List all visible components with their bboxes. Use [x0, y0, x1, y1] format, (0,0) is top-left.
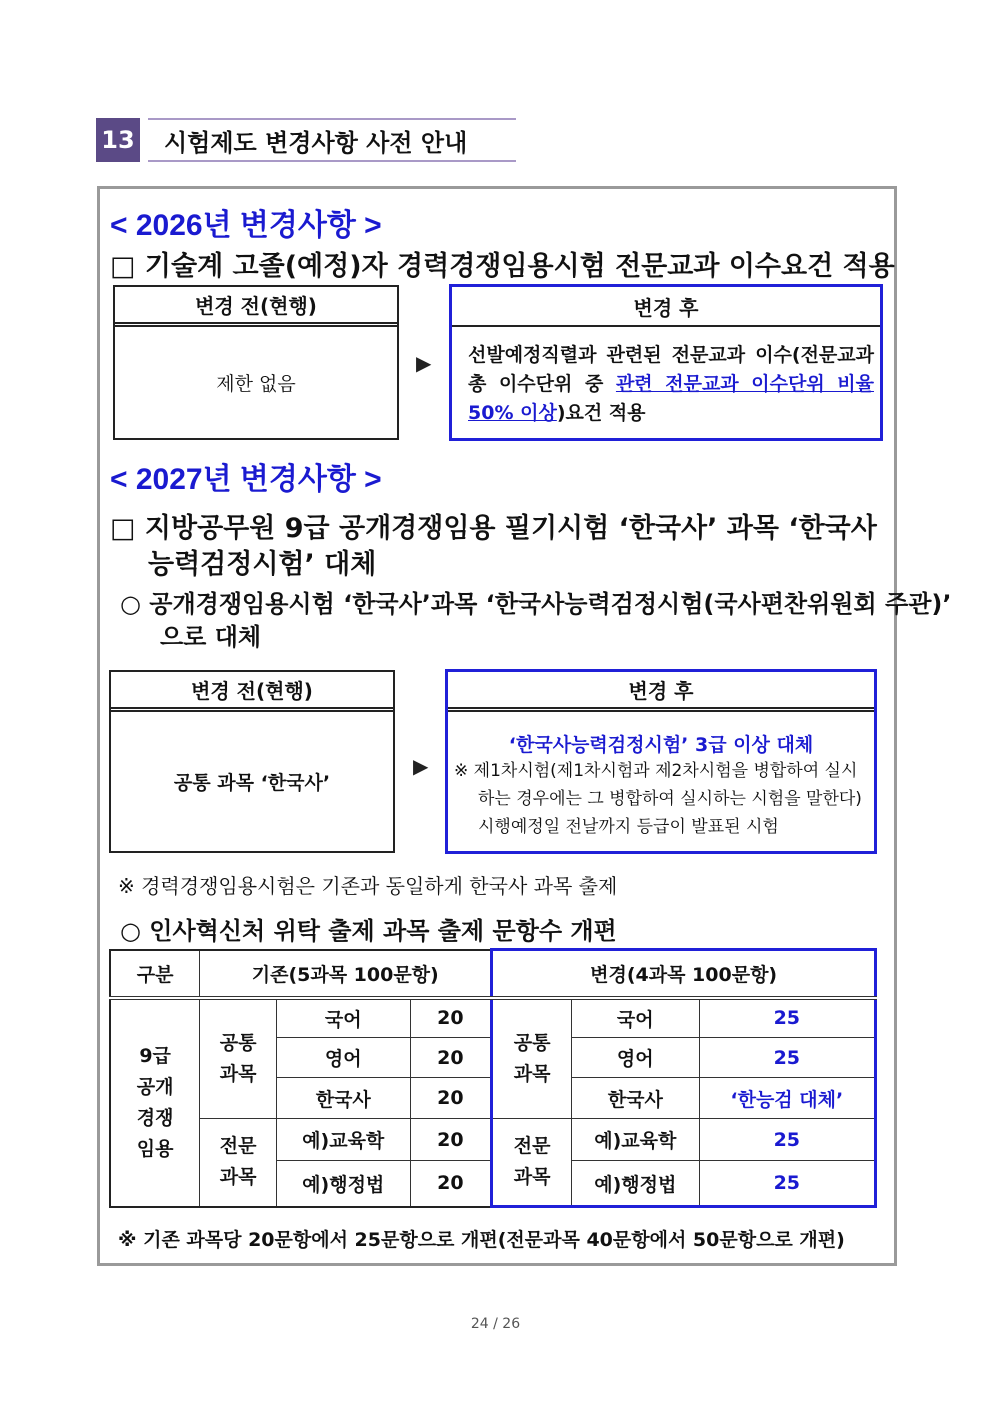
before-text-2027: 공통 과목 ‘한국사’: [173, 771, 331, 794]
before-box-2027: [109, 670, 395, 853]
before-label-2027: 변경 전(현행): [111, 672, 393, 712]
subject-cell: 국어: [572, 998, 700, 1038]
after-label-2027: 변경 후: [448, 672, 874, 712]
new-count: 25: [699, 1038, 875, 1078]
after-box-2027: [445, 669, 877, 854]
item-2027-line1: □ 지방공무원 9급 공개경쟁임용 필기시험 ‘한국사’ 과목 ‘한국사: [110, 513, 877, 544]
arrow-right-icon: ▶: [413, 754, 429, 778]
head-division: 구분: [110, 950, 200, 998]
new-count: 25: [699, 1161, 875, 1207]
note-career: ※ 경력경쟁임용시험은 기존과 동일하게 한국사 과목 출제: [118, 874, 618, 898]
section-title: 시험제도 변경사항 사전 안내: [148, 118, 516, 162]
new-count: 25: [699, 998, 875, 1038]
after-highlight-2026: 관련 전문교과 이수단위 비율 50% 이상: [468, 373, 874, 424]
heading-2027: < 2027년 변경사항 >: [110, 463, 382, 496]
subject-cell: 한국사: [276, 1078, 410, 1119]
subject-cell: 예)행정법: [572, 1161, 700, 1207]
arrow-right-icon: ▶: [416, 351, 432, 375]
special-group-new: 전문 과목: [492, 1119, 572, 1207]
before-box-2026: [113, 285, 399, 440]
new-count: ‘한능검 대체’: [699, 1078, 875, 1119]
after-text-2026: 선발예정직렬과 관련된 전문교과 이수(전문교과 총 이수단위 중 관련 전문교과 이수단위 비율 50% 이상)요건 적용: [468, 344, 874, 424]
after-note-2027: ※ 제1차시험(제1차시험과 제2차시험을 병합하여 실시 하는 경우에는 그 병합하여 실시하는 시험을 말한다) 시행예정일 전날까지 등급이 발표된 시험: [454, 761, 862, 837]
subject-cell: 예)교육학: [276, 1119, 410, 1161]
sub2-2027: ○ 인사혁신처 위탁 출제 과목 출제 문항수 개편: [120, 917, 617, 945]
old-count: 20: [410, 1078, 492, 1119]
head-new: 변경(4과목 100문항): [492, 950, 876, 998]
section-number: 13: [96, 118, 140, 162]
common-group-new: 공통 과목: [492, 998, 572, 1119]
after-title-2027: ‘한국사능력검정시험’ 3급 이상 대체: [508, 734, 814, 756]
before-text-2026: 제한 없음: [216, 372, 296, 395]
before-label-2026: 변경 전(현행): [115, 287, 397, 327]
common-group-old: 공통 과목: [200, 998, 277, 1119]
table-row: [110, 998, 876, 1038]
subject-cell: 영어: [276, 1038, 410, 1078]
after-label-2026: 변경 후: [452, 287, 880, 327]
old-count: 20: [410, 1038, 492, 1078]
heading-2026: < 2026년 변경사항 >: [110, 209, 382, 242]
footnote: ※ 기존 과목당 20문항에서 25문항으로 개편(전문과목 40문항에서 50문항으로 개편): [118, 1229, 845, 1251]
question-count-table: [109, 948, 877, 1208]
subject-cell: 영어: [572, 1038, 700, 1078]
page-number: 24 / 26: [470, 1316, 521, 1332]
old-count: 20: [410, 1161, 492, 1207]
special-group-old: 전문 과목: [200, 1119, 277, 1207]
item-2027-line2: 능력검정시험’ 대체: [148, 549, 377, 580]
sub-2027-line2: 으로 대체: [160, 623, 262, 651]
subject-cell: 한국사: [572, 1078, 700, 1119]
new-count: 25: [699, 1119, 875, 1161]
subject-cell: 예)행정법: [276, 1161, 410, 1207]
old-count: 20: [410, 1119, 492, 1161]
after-box-2026: [449, 284, 883, 441]
subject-cell: 예)교육학: [572, 1119, 700, 1161]
item-2026: □ 기술계 고졸(예정)자 경력경쟁임용시험 전문교과 이수요건 적용: [110, 251, 895, 282]
head-old: 기존(5과목 100문항): [200, 950, 492, 998]
subject-cell: 국어: [276, 998, 410, 1038]
old-count: 20: [410, 998, 492, 1038]
table-row: [110, 1119, 876, 1161]
row-label: 9급 공개 경쟁 임용: [110, 998, 200, 1207]
sub-2027-line1: ○ 공개경쟁임용시험 ‘한국사’과목 ‘한국사능력검정시험(국사편찬위원회 주관)’: [120, 590, 952, 618]
